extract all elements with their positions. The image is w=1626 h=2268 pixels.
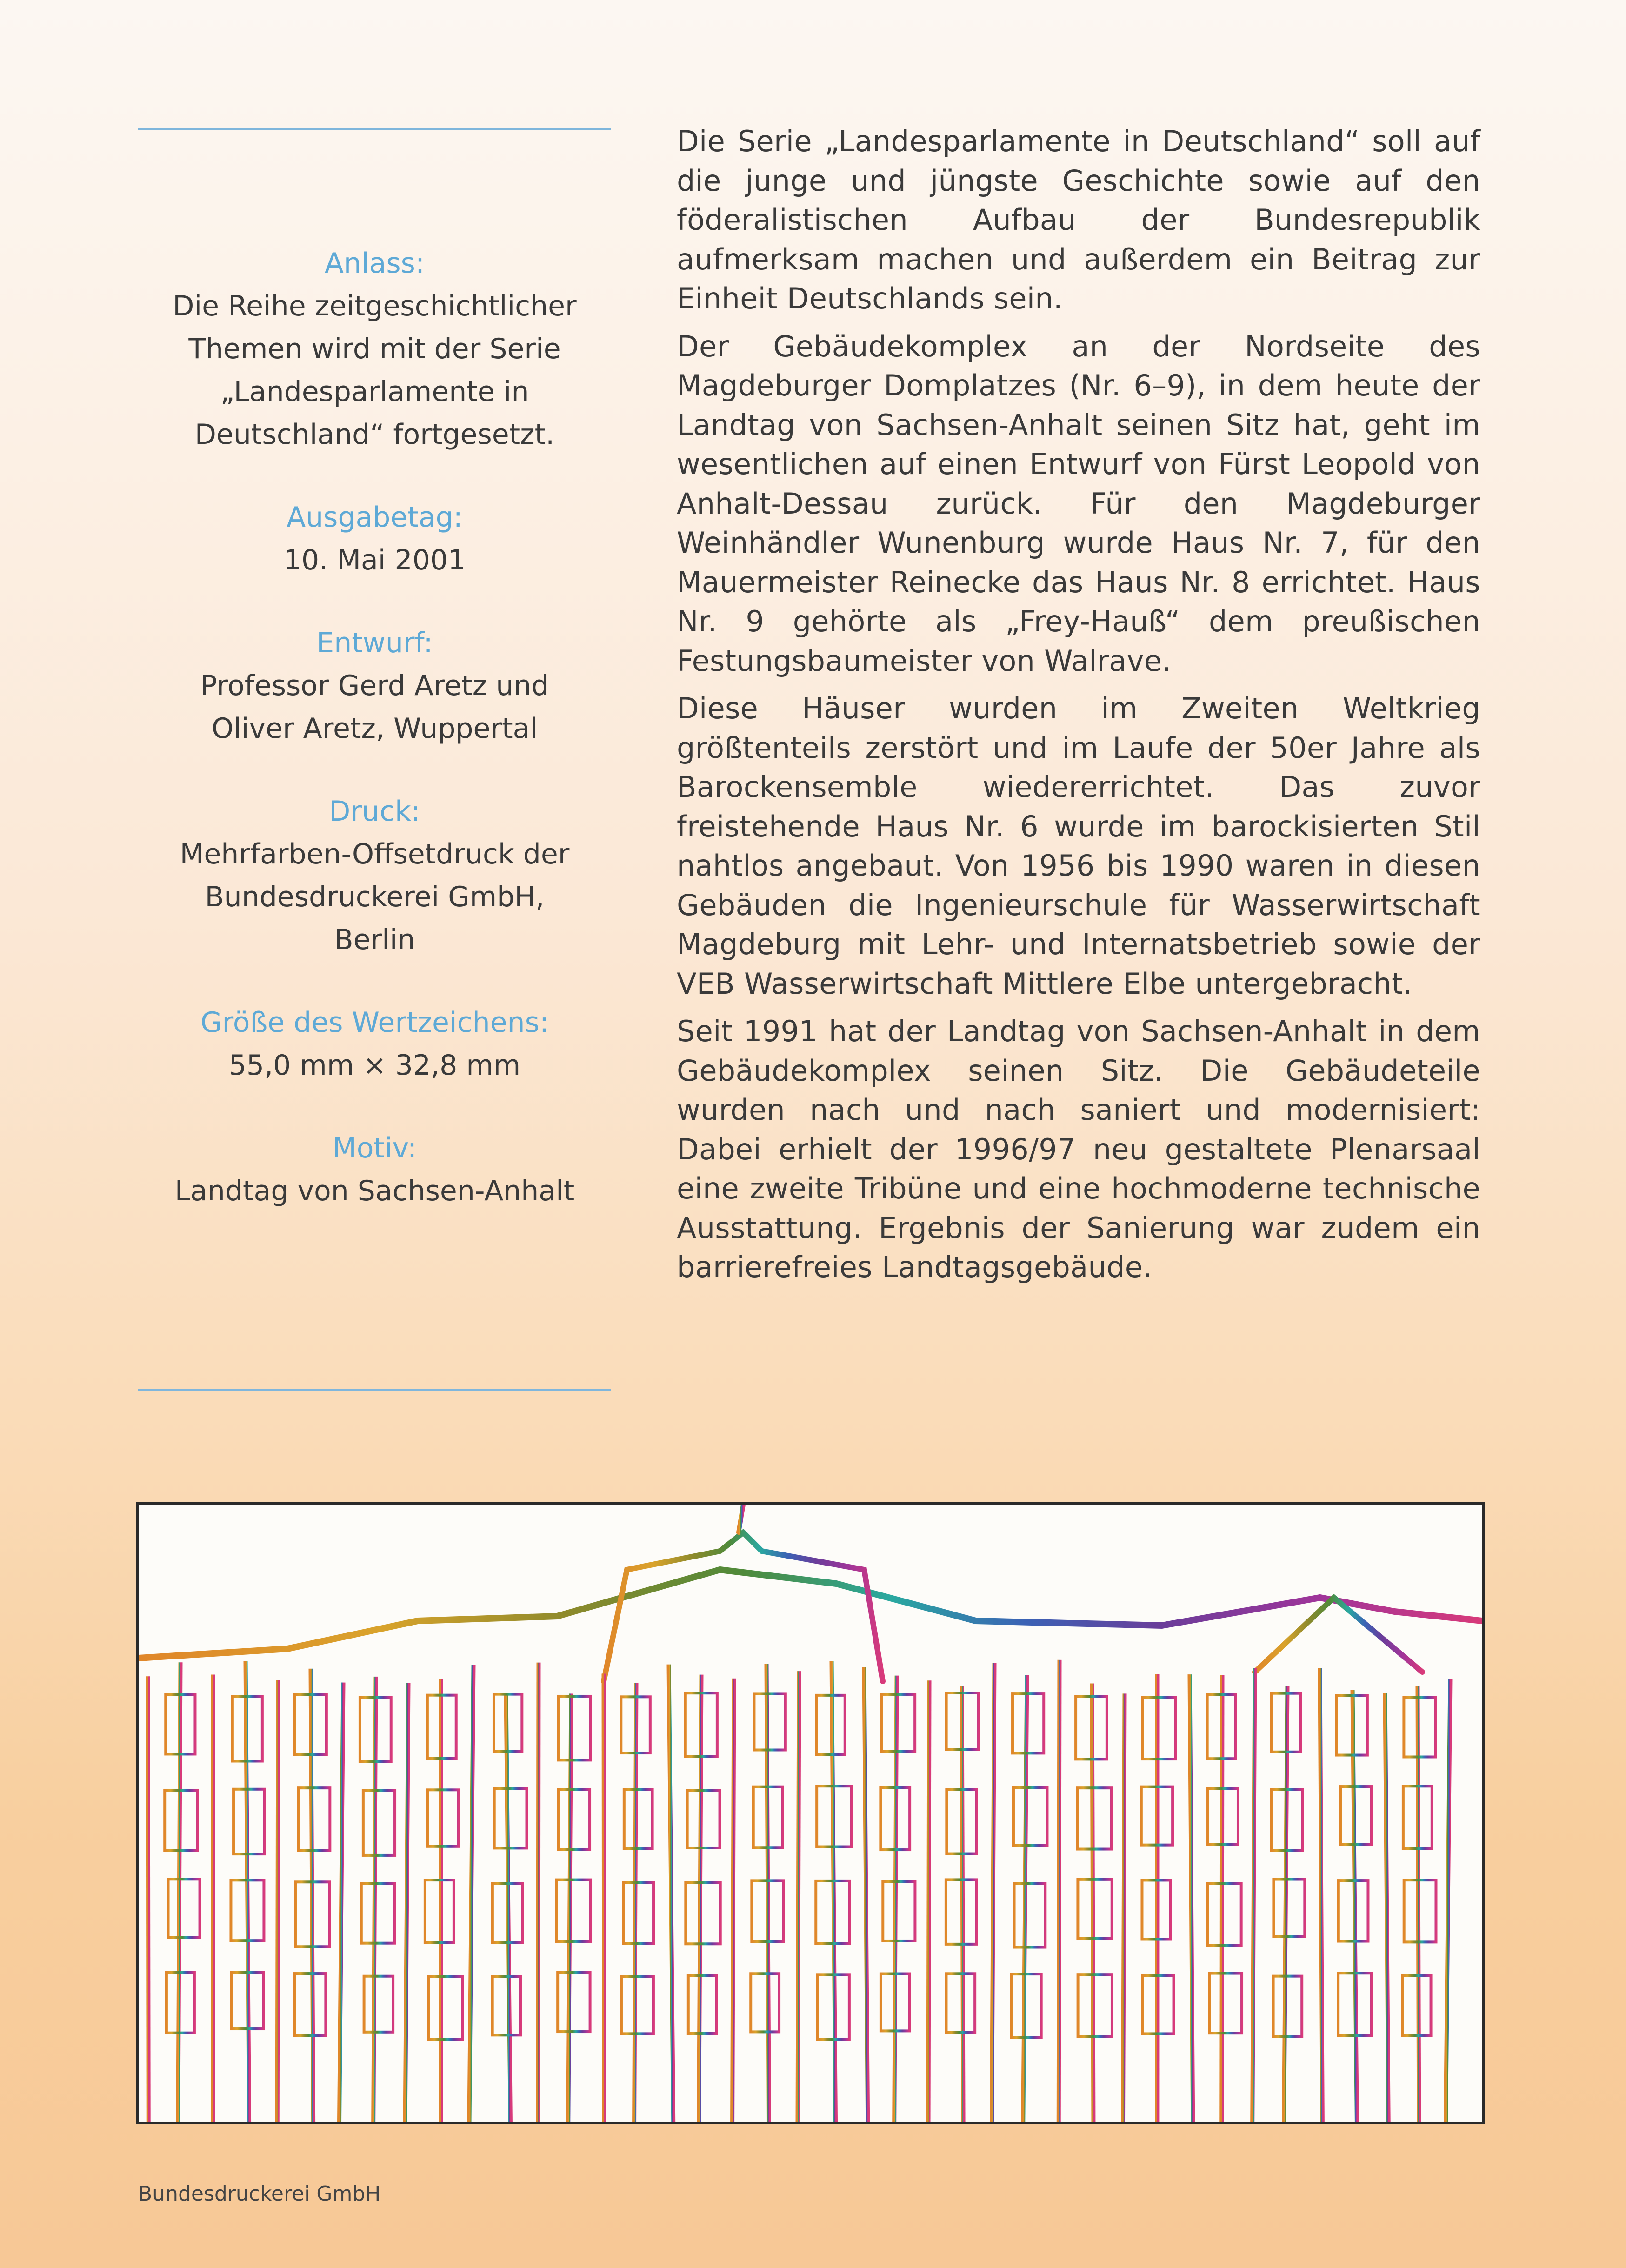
info-groesse [138, 1001, 611, 1087]
sketch-line [1059, 1660, 1060, 2122]
info-druck [138, 790, 611, 961]
sketch-line [1253, 1668, 1255, 2122]
groesse-label: Größe des Wertzeichens: [200, 1006, 549, 1039]
building-sketch-icon [139, 1505, 1482, 2122]
publisher-credit: Bundesdruckerei GmbH [138, 2182, 381, 2206]
sketch-window [946, 1974, 975, 2033]
paragraph-intro: Die Serie „Landesparlamente in Deutschland“ soll auf die junge und jüngste Geschichte sowie auf den föderalistischen Aufbau der Bundesrepublik aufmerksam machen und außerdem ein Beitrag zur Einheit Deutschlands sein. [677, 124, 1480, 315]
divider-bottom [138, 1389, 611, 1391]
sketch-line [538, 1663, 539, 2122]
sketch-window [624, 1882, 653, 1944]
sketch-line [1190, 1674, 1193, 2122]
motiv-label: Motiv: [332, 1132, 417, 1164]
sketch-window [364, 1976, 393, 2032]
ausgabetag-label: Ausgabetag: [287, 501, 463, 534]
sketch-line [766, 1664, 769, 2122]
druck-value: Mehrfarben-Offsetdruck der Bundesdruckerei GmbH, Berlin [180, 838, 570, 956]
sketch-line [277, 1680, 278, 2122]
ausgabetag-value: 10. Mai 2001 [283, 544, 466, 576]
sketch-line [733, 1679, 734, 2122]
sketch-line [405, 1683, 408, 2122]
sketch-line [1418, 1686, 1419, 2122]
sketch-window [1014, 1883, 1046, 1947]
sketch-line [634, 1683, 636, 2122]
sketch-verticals [148, 1660, 1450, 2122]
sketch-line [469, 1665, 473, 2122]
landtag-sketch-illustration [136, 1502, 1485, 2124]
info-ausgabetag [138, 496, 611, 582]
sketch-window [558, 1973, 590, 2032]
sketch-line [1123, 1693, 1125, 2122]
anlass-value: Die Reihe zeitgeschichtlicher Themen wird mit der Serie „Landesparlamente in Deutschland“ fortgesetzt. [173, 290, 577, 451]
entwurf-value: Professor Gerd Aretz und Oliver Aretz, Wuppertal [200, 669, 549, 745]
sketch-line [246, 1661, 249, 2122]
sketch-line [1320, 1668, 1322, 2122]
sketch-line [832, 1661, 836, 2122]
sketch-window [1013, 1788, 1047, 1846]
sketch-line [992, 1663, 994, 2122]
info-anlass [138, 242, 611, 456]
sketch-window [754, 1693, 785, 1750]
groesse-value: 55,0 mm × 32,8 mm [228, 1049, 521, 1082]
entwurf-label: Entwurf: [316, 627, 433, 659]
sketch-line [1023, 1675, 1027, 2122]
sketch-line [894, 1676, 897, 2122]
sketch-window [363, 1790, 395, 1855]
sketch-window [751, 1974, 779, 2032]
sketch-line [178, 1662, 180, 2122]
sketch-window [1273, 1976, 1302, 2037]
sketch-line [1385, 1693, 1388, 2122]
paragraph-reconstruction: Diese Häuser wurden im Zweiten Weltkrieg größtenteils zerstört und im Laufe der 50er Jahre als Barockensemble wiedererrichtet. Das zuvor freistehende Haus Nr. 6 wurde im barockisierten Stil nahtlos angebaut. Von 1956 bis 1990 waren in diesen Gebäuden die Ingenieurschule für Wasserwirtschaft Magdeburg mit Lehr- und Internatsbetrieb sowie der VEB Wasserwirtschaft Mittlere Elbe untergebracht. [677, 691, 1480, 1001]
motiv-value: Landtag von Sachsen-Anhalt [174, 1175, 575, 1207]
sketch-line [962, 1686, 963, 2122]
sketch-line [669, 1665, 673, 2122]
paragraph-landtag: Seit 1991 hat der Landtag von Sachsen-Anhalt in dem Gebäudekomplex seinen Sitz. Die Gebäudeteile wurden nach und nach saniert und modernisiert: Dabei erhielt der 1996/97 neu gestaltete Plenarsaal eine zweite Tribüne und eine hochmoderne technische Ausstattung. Ergebnis der Sanierung war zudem ein barrierefreies Landtagsgebäude. [677, 1014, 1480, 1284]
body-text [677, 122, 1480, 1296]
sketch-line [864, 1667, 868, 2122]
sketch-window [428, 1977, 462, 2040]
info-entwurf [138, 622, 611, 750]
sketch-window [168, 1879, 200, 1938]
sketch-line [928, 1680, 929, 2122]
sketch-window [686, 1882, 720, 1944]
sketch-window [1273, 1880, 1305, 1937]
info-sidebar [138, 242, 611, 1252]
anlass-label: Anlass: [324, 247, 425, 280]
sketch-line [568, 1693, 571, 2122]
sketch-line [311, 1669, 313, 2122]
sketch-window [1207, 1884, 1241, 1945]
druck-label: Druck: [329, 795, 420, 828]
sketch-line [1092, 1683, 1093, 2122]
sketch-line [373, 1677, 376, 2122]
paragraph-history: Der Gebäudekomplex an der Nordseite des Magdeburger Domplatzes (Nr. 6–9), in dem heute der Landtag von Sachsen-Anhalt seinen Sitz hat, geht im wesentlichen auf einen Entwurf von Fürst Leopold von Anhalt-Dessau zurück. Für den Magdeburger Weinhändler Wunenburg wurde Haus Nr. 7, für den Mauermeister Reinecke das Haus Nr. 8 errichtet. Haus Nr. 9 gehörte als „Frey-Hauß“ dem preußischen Festungsbaumeister von Walrave. [677, 329, 1480, 678]
sketch-line [699, 1675, 701, 2122]
sketch-line [506, 1693, 510, 2122]
sketch-line [798, 1671, 799, 2122]
info-motiv [138, 1127, 611, 1212]
divider-top [138, 128, 611, 130]
sketch-window [558, 1696, 591, 1760]
